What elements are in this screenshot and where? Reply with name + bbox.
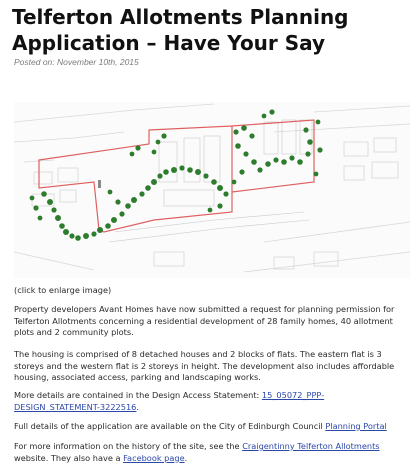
plan-labels xyxy=(98,180,101,188)
site-plan-drawing xyxy=(14,102,410,278)
design-statement-end: . xyxy=(136,401,139,412)
history-end: . xyxy=(184,452,188,463)
planning-portal-text: Full details of the application are available on the City of Edinburgh Council xyxy=(14,421,326,431)
history-mid-text: website. They also have a xyxy=(14,452,124,463)
design-statement-text: More details are contained in the Design Access Statement: xyxy=(14,390,262,400)
site-plan-image[interactable] xyxy=(14,102,410,278)
post-date-line xyxy=(14,57,139,67)
paragraph-planning-portal xyxy=(14,421,408,433)
design-statement-link[interactable]: 15_05072_PPP-DESIGN_STATEMENT-3222516 xyxy=(14,390,325,412)
page-title: Telferton Allotments Planning Application – Have Your Say xyxy=(12,5,349,55)
posted-date: November 10th, 2015 xyxy=(57,57,139,67)
posted-label: Posted on: xyxy=(14,57,58,67)
map-caption: (click to enlarge image) xyxy=(14,285,112,295)
history-text: For more information on the history of the site, see the xyxy=(14,441,243,451)
allotments-website-link[interactable]: Craigentinny Telferton Allotments xyxy=(242,441,380,451)
paragraph-housing: The housing is comprised of 8 detached houses and 2 blocks of flats. The eastern flat is 3 storeys and the western flat is 2 storeys in height. The development also includes affordable housing, associated access, parking and landscaping works. xyxy=(14,349,395,382)
paragraph-history xyxy=(14,441,408,464)
planning-portal-link[interactable]: Planning Portal xyxy=(325,421,387,431)
paragraph-design-statement xyxy=(14,390,408,413)
paragraph-intro: Property developers Avant Homes have now submitted a request for planning permission for Telferton Allotments concerning a residential development of 28 family homes, 40 allotment plots and 2 community plots. xyxy=(14,304,395,337)
facebook-page-link[interactable]: Facebook page xyxy=(123,452,185,463)
